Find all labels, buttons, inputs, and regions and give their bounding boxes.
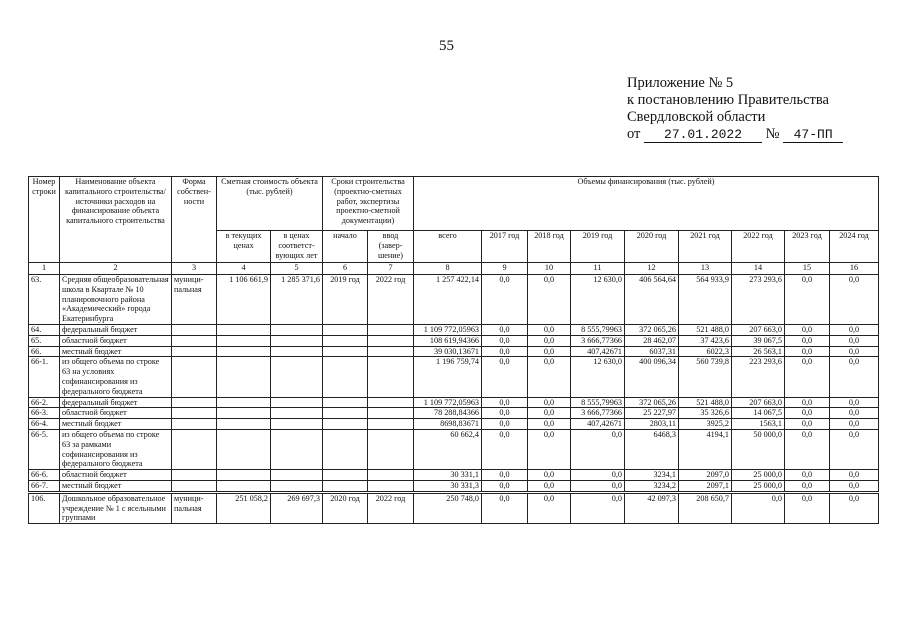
- column-number: 1: [29, 263, 60, 275]
- header-funding-volumes: Объемы финансирования (тыс. рублей): [414, 177, 879, 231]
- column-number: 11: [571, 263, 625, 275]
- object-name: из общего объема по строке 63 на условиях софинансирования из федерального бюджета: [60, 357, 172, 397]
- column-number: 5: [271, 263, 323, 275]
- year-value: 0,0: [830, 429, 879, 469]
- ownership: [172, 419, 217, 430]
- cost-forecast: [271, 324, 323, 335]
- year-value: 0,0: [785, 470, 830, 481]
- year-value: 0,0: [785, 397, 830, 408]
- year-value: 0,0: [785, 275, 830, 325]
- cost-forecast: [271, 470, 323, 481]
- header-commission: ввод (завер-шение): [368, 231, 414, 263]
- cost-forecast: 269 697,3: [271, 492, 323, 523]
- object-name: Дошкольное образовательное учреждение № 1 с ясельными группами: [60, 492, 172, 523]
- column-number: 15: [785, 263, 830, 275]
- year-value: 208 650,7: [679, 492, 732, 523]
- cost-current: [217, 335, 271, 346]
- year-value: 0,0: [482, 429, 528, 469]
- appendix-line3: Свердловской области: [627, 109, 766, 125]
- total-funding: 1 196 759,74: [414, 357, 482, 397]
- start-year: 2019 год: [323, 275, 368, 325]
- table-row: [29, 419, 879, 430]
- year-value: 0,0: [482, 419, 528, 430]
- cost-current: 1 106 661,9: [217, 275, 271, 325]
- table-row: [29, 335, 879, 346]
- year-value: 0,0: [830, 335, 879, 346]
- year-value: 0,0: [528, 429, 571, 469]
- year-value: 0,0: [571, 492, 625, 523]
- object-name: областной бюджет: [60, 408, 172, 419]
- year-value: 0,0: [830, 408, 879, 419]
- start-year: [323, 408, 368, 419]
- header-construction-terms: Сроки строительства (проектно-сметных работ, экспертизы проектно-сметной документации): [323, 177, 414, 231]
- ownership: [172, 429, 217, 469]
- date-prefix: от: [627, 126, 641, 142]
- row-number: 66-6.: [29, 470, 60, 481]
- table-row: [29, 492, 879, 523]
- year-value: 0,0: [830, 346, 879, 357]
- year-value: 3 666,77366: [571, 408, 625, 419]
- ownership: [172, 397, 217, 408]
- header-year-2019: 2019 год: [571, 231, 625, 263]
- year-value: 407,42671: [571, 419, 625, 430]
- year-value: 0,0: [528, 408, 571, 419]
- table-row: [29, 346, 879, 357]
- header-object-name: Наименование объекта капитального строительства/источники расходов на финансирование объекта капитального строительства: [60, 177, 172, 263]
- end-year: [368, 357, 414, 397]
- header-estimated-cost: Сметная стоимость объекта (тыс. рублей): [217, 177, 323, 231]
- year-value: 207 663,0: [732, 324, 785, 335]
- header-row-number: Номер строки: [29, 177, 60, 263]
- end-year: [368, 419, 414, 430]
- total-funding: 1 109 772,05963: [414, 324, 482, 335]
- year-value: 521 488,0: [679, 324, 732, 335]
- ownership: [172, 470, 217, 481]
- row-number: 64.: [29, 324, 60, 335]
- ownership: муници-пальная: [172, 275, 217, 325]
- year-value: 6037,31: [625, 346, 679, 357]
- object-name: Средняя общеобразовательная школа в Квартале № 10 планировочного района «Академический» города Екатеринбурга: [60, 275, 172, 325]
- column-number: 7: [368, 263, 414, 275]
- year-value: 26 563,1: [732, 346, 785, 357]
- year-value: 400 096,34: [625, 357, 679, 397]
- year-value: 4194,1: [679, 429, 732, 469]
- year-value: 12 630,0: [571, 357, 625, 397]
- year-value: 0,0: [528, 335, 571, 346]
- cost-forecast: [271, 480, 323, 492]
- year-value: 0,0: [528, 346, 571, 357]
- cost-forecast: [271, 429, 323, 469]
- object-name: областной бюджет: [60, 470, 172, 481]
- year-value: 3234,2: [625, 480, 679, 492]
- year-value: 2803,11: [625, 419, 679, 430]
- header-year-2017: 2017 год: [482, 231, 528, 263]
- year-value: 0,0: [830, 397, 879, 408]
- year-value: 3 666,77366: [571, 335, 625, 346]
- decree-number: 47-ПП: [783, 128, 843, 143]
- column-number: 16: [830, 263, 879, 275]
- object-name: федеральный бюджет: [60, 397, 172, 408]
- column-number: 9: [482, 263, 528, 275]
- year-value: 0,0: [482, 470, 528, 481]
- cost-current: [217, 419, 271, 430]
- cost-current: [217, 346, 271, 357]
- year-value: 0,0: [482, 397, 528, 408]
- year-value: 0,0: [482, 480, 528, 492]
- year-value: 0,0: [785, 429, 830, 469]
- column-numbers-row: [29, 263, 879, 275]
- column-number: 4: [217, 263, 271, 275]
- end-year: [368, 324, 414, 335]
- row-number: 66-2.: [29, 397, 60, 408]
- year-value: 0,0: [830, 470, 879, 481]
- year-value: 0,0: [482, 492, 528, 523]
- total-funding: 30 331,1: [414, 470, 482, 481]
- year-value: 0,0: [482, 275, 528, 325]
- year-value: 35 326,6: [679, 408, 732, 419]
- row-number: 65.: [29, 335, 60, 346]
- column-number: 8: [414, 263, 482, 275]
- start-year: [323, 397, 368, 408]
- year-value: 2097,1: [679, 480, 732, 492]
- cost-forecast: [271, 346, 323, 357]
- start-year: [323, 480, 368, 492]
- total-funding: 1 109 772,05963: [414, 397, 482, 408]
- total-funding: 78 288,84366: [414, 408, 482, 419]
- year-value: 0,0: [482, 324, 528, 335]
- year-value: 3925,2: [679, 419, 732, 430]
- row-number: 66-1.: [29, 357, 60, 397]
- start-year: [323, 357, 368, 397]
- end-year: [368, 346, 414, 357]
- ownership: [172, 346, 217, 357]
- cost-forecast: 1 285 371,6: [271, 275, 323, 325]
- year-value: 0,0: [571, 480, 625, 492]
- object-name: местный бюджет: [60, 419, 172, 430]
- year-value: 0,0: [830, 480, 879, 492]
- year-value: 0,0: [785, 492, 830, 523]
- start-year: [323, 324, 368, 335]
- cost-forecast: [271, 357, 323, 397]
- start-year: [323, 346, 368, 357]
- row-number: 66-4.: [29, 419, 60, 430]
- year-value: 0,0: [830, 275, 879, 325]
- year-value: 0,0: [482, 408, 528, 419]
- cost-current: [217, 408, 271, 419]
- year-value: 0,0: [830, 492, 879, 523]
- row-number: 63.: [29, 275, 60, 325]
- appendix-date-line: [627, 126, 843, 143]
- appendix-line2: к постановлению Правительства: [627, 92, 829, 108]
- end-year: 2022 год: [368, 275, 414, 325]
- year-value: 0,0: [528, 470, 571, 481]
- cost-current: [217, 429, 271, 469]
- year-value: 0,0: [785, 324, 830, 335]
- year-value: 0,0: [830, 324, 879, 335]
- column-number: 14: [732, 263, 785, 275]
- table-row: [29, 357, 879, 397]
- total-funding: 39 030,13671: [414, 346, 482, 357]
- row-number: 106.: [29, 492, 60, 523]
- year-value: 0,0: [482, 357, 528, 397]
- column-number: 10: [528, 263, 571, 275]
- financing-table: [28, 176, 879, 524]
- year-value: 223 293,6: [732, 357, 785, 397]
- year-value: 0,0: [830, 357, 879, 397]
- year-value: 0,0: [528, 492, 571, 523]
- total-funding: 30 331,3: [414, 480, 482, 492]
- ownership: [172, 408, 217, 419]
- header-year-2023: 2023 год: [785, 231, 830, 263]
- year-value: 372 065,26: [625, 397, 679, 408]
- year-value: 50 000,0: [732, 429, 785, 469]
- year-value: 0,0: [482, 346, 528, 357]
- number-prefix: №: [765, 126, 780, 142]
- cost-current: [217, 324, 271, 335]
- table-row: [29, 429, 879, 469]
- ownership: [172, 335, 217, 346]
- cost-current: [217, 397, 271, 408]
- header-ownership: Форма собствен-ности: [172, 177, 217, 263]
- year-value: 28 462,07: [625, 335, 679, 346]
- header-start: начало: [323, 231, 368, 263]
- cost-current: [217, 470, 271, 481]
- year-value: 8 555,79963: [571, 397, 625, 408]
- cost-current: [217, 480, 271, 492]
- year-value: 0,0: [785, 408, 830, 419]
- header-total: всего: [414, 231, 482, 263]
- end-year: [368, 480, 414, 492]
- year-value: 0,0: [732, 492, 785, 523]
- year-value: 0,0: [528, 397, 571, 408]
- ownership: [172, 480, 217, 492]
- appendix-header: [627, 75, 843, 143]
- year-value: 273 293,6: [732, 275, 785, 325]
- cost-forecast: [271, 408, 323, 419]
- table-row: [29, 480, 879, 492]
- row-number: 66-5.: [29, 429, 60, 469]
- cost-current: 251 058,2: [217, 492, 271, 523]
- year-value: 0,0: [528, 480, 571, 492]
- year-value: 0,0: [785, 335, 830, 346]
- year-value: 0,0: [571, 429, 625, 469]
- total-funding: 8698,83671: [414, 419, 482, 430]
- header-year-2018: 2018 год: [528, 231, 571, 263]
- year-value: 1563,1: [732, 419, 785, 430]
- ownership: [172, 324, 217, 335]
- row-number: 66-7.: [29, 480, 60, 492]
- column-number: 3: [172, 263, 217, 275]
- year-value: 560 739,8: [679, 357, 732, 397]
- end-year: [368, 470, 414, 481]
- year-value: 0,0: [785, 419, 830, 430]
- header-cost-forecast: в ценах соответст-вующих лет: [271, 231, 323, 263]
- object-name: федеральный бюджет: [60, 324, 172, 335]
- column-number: 6: [323, 263, 368, 275]
- year-value: 0,0: [571, 470, 625, 481]
- ownership: [172, 357, 217, 397]
- row-number: 66-3.: [29, 408, 60, 419]
- year-value: 0,0: [528, 275, 571, 325]
- year-value: 3234,1: [625, 470, 679, 481]
- total-funding: 250 748,0: [414, 492, 482, 523]
- year-value: 6022,3: [679, 346, 732, 357]
- year-value: 25 000,0: [732, 480, 785, 492]
- start-year: [323, 470, 368, 481]
- end-year: [368, 335, 414, 346]
- year-value: 0,0: [830, 419, 879, 430]
- year-value: 0,0: [482, 335, 528, 346]
- table-row: [29, 275, 879, 325]
- header-year-2022: 2022 год: [732, 231, 785, 263]
- column-number: 2: [60, 263, 172, 275]
- year-value: 42 097,3: [625, 492, 679, 523]
- cost-forecast: [271, 397, 323, 408]
- table-row: [29, 324, 879, 335]
- table-row: [29, 470, 879, 481]
- year-value: 0,0: [785, 346, 830, 357]
- year-value: 8 555,79963: [571, 324, 625, 335]
- end-year: 2022 год: [368, 492, 414, 523]
- header-year-2020: 2020 год: [625, 231, 679, 263]
- end-year: [368, 429, 414, 469]
- start-year: 2020 год: [323, 492, 368, 523]
- total-funding: 1 257 422,14: [414, 275, 482, 325]
- year-value: 37 423,6: [679, 335, 732, 346]
- page-number: 55: [439, 38, 454, 54]
- year-value: 2097,0: [679, 470, 732, 481]
- header-year-2021: 2021 год: [679, 231, 732, 263]
- total-funding: 108 619,94366: [414, 335, 482, 346]
- year-value: 0,0: [785, 480, 830, 492]
- row-number: 66.: [29, 346, 60, 357]
- year-value: 372 065,26: [625, 324, 679, 335]
- cost-forecast: [271, 335, 323, 346]
- year-value: 25 000,0: [732, 470, 785, 481]
- year-value: 406 564,64: [625, 275, 679, 325]
- start-year: [323, 335, 368, 346]
- start-year: [323, 429, 368, 469]
- column-number: 13: [679, 263, 732, 275]
- year-value: 25 227,97: [625, 408, 679, 419]
- year-value: 39 067,5: [732, 335, 785, 346]
- year-value: 0,0: [528, 419, 571, 430]
- object-name: областной бюджет: [60, 335, 172, 346]
- year-value: 0,0: [528, 357, 571, 397]
- year-value: 12 630,0: [571, 275, 625, 325]
- table-row: [29, 408, 879, 419]
- column-number: 12: [625, 263, 679, 275]
- decree-date: 27.01.2022: [644, 128, 762, 143]
- object-name: из общего объема по строке 63 за рамками софинансирования из федерального бюджета: [60, 429, 172, 469]
- object-name: местный бюджет: [60, 480, 172, 492]
- year-value: 407,42671: [571, 346, 625, 357]
- end-year: [368, 397, 414, 408]
- year-value: 521 488,0: [679, 397, 732, 408]
- object-name: местный бюджет: [60, 346, 172, 357]
- ownership: муници-пальная: [172, 492, 217, 523]
- end-year: [368, 408, 414, 419]
- year-value: 564 933,9: [679, 275, 732, 325]
- year-value: 0,0: [785, 357, 830, 397]
- year-value: 0,0: [528, 324, 571, 335]
- appendix-title: Приложение № 5: [627, 75, 734, 91]
- year-value: 207 663,0: [732, 397, 785, 408]
- year-value: 6468,3: [625, 429, 679, 469]
- start-year: [323, 419, 368, 430]
- cost-forecast: [271, 419, 323, 430]
- total-funding: 60 662,4: [414, 429, 482, 469]
- header-cost-current: в текущих ценах: [217, 231, 271, 263]
- header-year-2024: 2024 год: [830, 231, 879, 263]
- year-value: 14 067,5: [732, 408, 785, 419]
- table-row: [29, 397, 879, 408]
- cost-current: [217, 357, 271, 397]
